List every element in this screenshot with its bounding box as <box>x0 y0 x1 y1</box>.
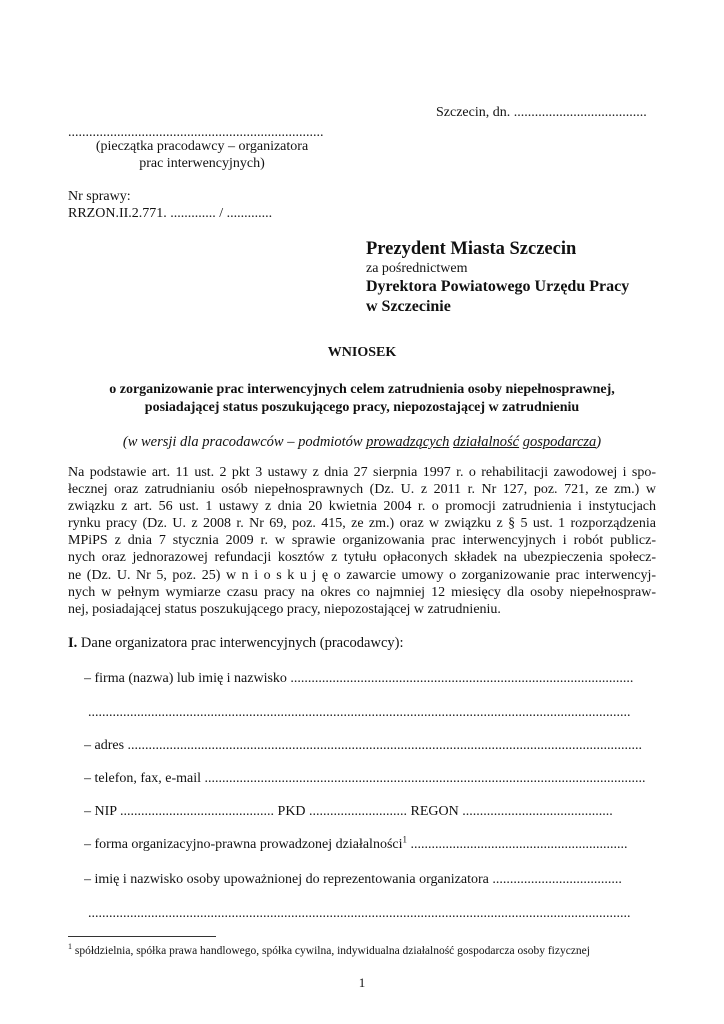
paragraph-line: Na podstawie art. 11 ust. 2 pkt 3 ustawy z dnia 27 sierpnia 1997 r. o rehabilitacji zawodowej i spo- <box>68 465 656 480</box>
addressee-block <box>366 238 629 317</box>
footnote-mark: 1 <box>68 942 72 952</box>
version-word-3: gospodarcza <box>522 434 597 450</box>
addressee-name: Prezydent Miasta Szczecin <box>366 239 577 259</box>
field-osoba-continued[interactable]: ........................................................................................................................................................... <box>88 906 631 921</box>
paragraph-line: rynku pracy (Dz. U. z 2008 r. Nr 69, poz. 415, ze zm.) oraz w związku z § 5 ust. 1 rozporządzenia <box>68 516 656 532</box>
document-title: WNIOSEK <box>327 345 397 360</box>
addressee-via: za pośrednictwem <box>366 261 468 276</box>
document-subtitle <box>0 381 724 417</box>
paragraph-line: ne (Dz. U. Nr 5, poz. 25) w n i o s k u j ę o zawarcie umowy o zorganizowanie prac interwencyj- <box>68 567 656 583</box>
field-forma-prawna[interactable] <box>84 836 656 854</box>
forma-label: – forma organizacyjno-prawna prowadzonej działalności <box>84 837 403 852</box>
paragraph-line: MPiPS z dnia 7 stycznia 2009 r. w sprawie organizowania prac interwencyjnych i robót publicz- <box>68 533 656 549</box>
addressee-office-2: w Szczecinie <box>366 298 451 315</box>
section-number: I. <box>68 635 78 651</box>
legal-basis-paragraph <box>68 464 656 618</box>
footnote-ref: 1 <box>402 836 407 845</box>
seal-caption <box>68 138 336 172</box>
footnote-text: spółdzielnia, spółka prawa handlowego, spółka cywilna, indywidualna działalność gospodarcza osoby fizycznej <box>72 945 590 957</box>
paragraph-line: łecznej oraz zatrudnianiu osób niepełnosprawnych (Dz. U. z 2011 r. Nr 127, poz. 721, ze zm.) w <box>68 482 656 498</box>
field-adres[interactable]: – adres ................................................................................................................................................... <box>84 738 643 753</box>
field-osoba-upowazniona[interactable]: – imię i nazwisko osoby upoważnionej do reprezentowania organizatora ..................................... <box>84 872 622 887</box>
version-prefix: (w wersji dla pracodawców – podmiotów <box>122 434 367 450</box>
version-word-2: działalność <box>453 434 520 450</box>
date-line: Szczecin, dn. ...................................... <box>436 105 647 120</box>
paragraph-line: nych oraz jednorazowej refundacji kosztów z tytułu opłaconych składek na ubezpieczenia społecz- <box>68 550 656 566</box>
field-firma[interactable]: – firma (nazwa) lub imię i nazwisko .................................................................................................. <box>84 671 634 686</box>
version-word-1: prowadzących <box>366 434 450 450</box>
case-number-block <box>68 188 272 222</box>
version-note <box>0 433 724 451</box>
forma-dots: .............................................................. <box>407 837 628 852</box>
footnote-divider <box>68 936 216 937</box>
section-title: Dane organizatora prac interwencyjnych (pracodawcy): <box>77 635 404 651</box>
subtitle-line-1: o zorganizowanie prac interwencyjnych celem zatrudnienia osoby niepełnosprawnej, <box>109 382 615 397</box>
field-firma-continued[interactable]: ........................................................................................................................................................... <box>88 705 631 720</box>
version-suffix: ) <box>596 434 602 450</box>
case-number: RRZON.II.2.771. ............. / ............. <box>68 206 273 221</box>
field-nip-pkd-regon[interactable]: – NIP ............................................ PKD ............................ REGON ........................................... <box>84 804 613 819</box>
paragraph-line: nej, posiadającej status poszukującego pracy, niepozostającej w zatrudnieniu. <box>68 601 501 617</box>
paragraph-line: związku z art. 56 ust. 1 ustawy z dnia 20 kwietnia 2004 r. o promocji zatrudnienia i instytucjach <box>68 499 656 515</box>
paragraph-line: nych w pełnym wymiarze czasu pracy na okres co najmniej 12 miesięcy dla osoby niepełnospraw- <box>68 584 656 600</box>
subtitle-line-2: posiadającej status poszukującego pracy, niepozostającej w zatrudnieniu <box>144 400 580 415</box>
section-heading <box>68 634 404 652</box>
addressee-office-1: Dyrektora Powiatowego Urzędu Pracy <box>366 278 630 295</box>
field-telefon[interactable]: – telefon, fax, e-mail .............................................................................................................................. <box>84 771 646 786</box>
seal-dotted-line: ......................................................................... <box>68 125 324 140</box>
seal-caption-line-2: prac interwencyjnych) <box>139 156 265 171</box>
page-number: 1 <box>358 975 366 990</box>
case-label: Nr sprawy: <box>68 189 131 204</box>
footnote <box>68 942 590 960</box>
seal-caption-line-1: (pieczątka pracodawcy – organizatora <box>95 139 309 154</box>
